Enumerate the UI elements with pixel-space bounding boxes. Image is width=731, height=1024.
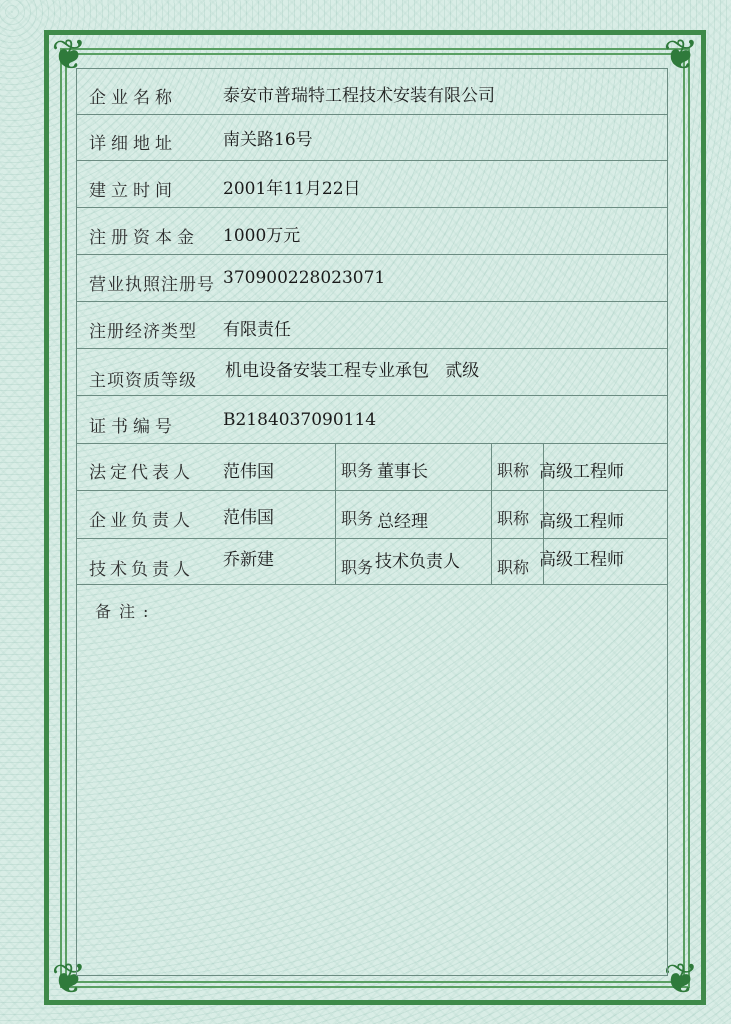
row-qualification [77, 349, 667, 396]
label-professional-title: 职称 [497, 558, 530, 577]
value-qualification: 机电设备安装工程专业承包 贰级 [225, 361, 480, 381]
value-enterprise-head-title: 高级工程师 [539, 512, 624, 532]
cell-divider [491, 539, 492, 584]
row-license-number [77, 255, 667, 302]
cell-divider [335, 491, 336, 538]
label-legal-representative: 法定代表人 [89, 463, 194, 483]
label-address: 详细地址 [89, 134, 177, 154]
value-legal-representative-position: 董事长 [377, 462, 428, 482]
cell-divider [335, 539, 336, 584]
value-certificate-number: B2184037090114 [223, 410, 377, 430]
value-technical-head-title: 高级工程师 [539, 550, 624, 570]
row-address [77, 115, 667, 161]
label-certificate-number: 证书编号 [89, 417, 177, 437]
label-professional-title: 职称 [497, 509, 530, 528]
row-technical-head [77, 539, 667, 585]
corner-ornament-bottom-left-icon: ❦ [51, 954, 87, 1003]
value-company-name: 泰安市普瑞特工程技术安装有限公司 [223, 86, 495, 106]
row-enterprise-head [77, 491, 667, 539]
cell-divider [335, 444, 336, 490]
value-technical-head-name: 乔新建 [223, 550, 274, 570]
cell-divider [491, 491, 492, 538]
label-registered-capital: 注册资本金 [89, 228, 199, 248]
label-enterprise-head: 企业负责人 [89, 511, 194, 531]
label-qualification: 主项资质等级 [89, 371, 197, 391]
value-technical-head-position: 技术负责人 [375, 552, 460, 572]
row-registered-capital [77, 208, 667, 255]
label-economic-type: 注册经济类型 [89, 322, 197, 342]
value-registered-capital: 1000万元 [223, 226, 301, 246]
corner-ornament-bottom-right-icon: ❦ [663, 954, 699, 1003]
label-professional-title: 职称 [497, 461, 530, 480]
label-license-number: 营业执照注册号 [89, 275, 215, 295]
row-certificate-number [77, 396, 667, 444]
value-enterprise-head-position: 总经理 [377, 512, 428, 532]
corner-ornament-top-left-icon: ❦ [51, 30, 87, 79]
label-remarks: 备注: [95, 602, 157, 621]
row-remarks [77, 585, 667, 975]
label-technical-head: 技术负责人 [89, 560, 194, 580]
value-economic-type: 有限责任 [223, 320, 291, 340]
cell-divider [491, 444, 492, 490]
label-position: 职务 [341, 461, 374, 480]
row-established [77, 161, 667, 208]
value-legal-representative-title: 高级工程师 [539, 462, 624, 482]
label-company-name: 企业名称 [89, 88, 177, 108]
label-position: 职务 [341, 558, 374, 577]
label-position: 职务 [341, 509, 374, 528]
certificate-table [76, 68, 668, 976]
value-address: 南关路16号 [223, 130, 313, 150]
value-license-number: 370900228023071 [223, 268, 386, 288]
label-established: 建立时间 [89, 181, 177, 201]
value-legal-representative-name: 范伟国 [223, 462, 274, 482]
row-economic-type [77, 302, 667, 349]
value-enterprise-head-name: 范伟国 [223, 508, 274, 528]
row-company-name [77, 69, 667, 115]
row-legal-representative [77, 444, 667, 491]
corner-ornament-top-right-icon: ❦ [663, 30, 699, 79]
value-established: 2001年11月22日 [223, 179, 361, 199]
